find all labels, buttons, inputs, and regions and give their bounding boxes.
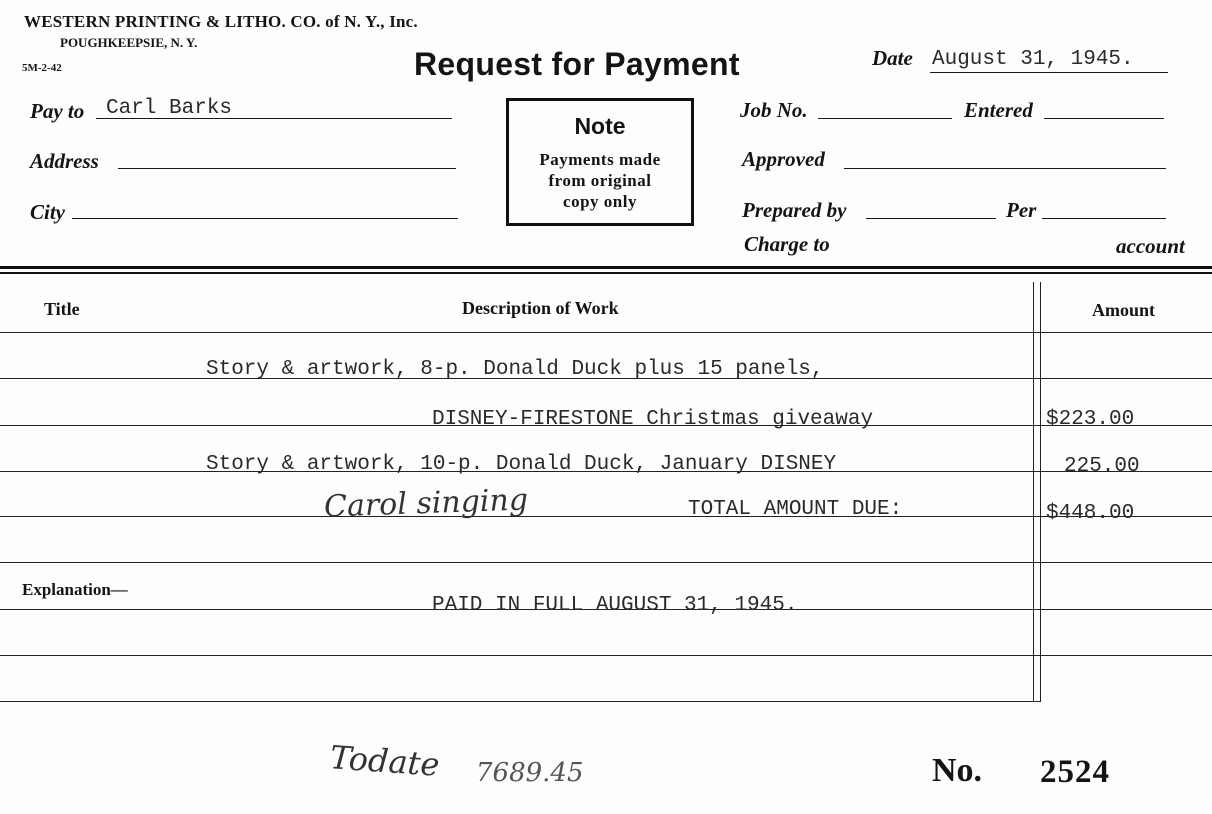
address-underline [118, 168, 456, 169]
city-underline [72, 218, 458, 219]
charge-to-label: Charge to [744, 232, 830, 256]
handwritten-todate-label: Todate [328, 738, 441, 784]
note-line-1: Payments made [539, 150, 661, 169]
per-underline [1042, 218, 1166, 219]
form-number-value: 2524 [1040, 754, 1110, 790]
table-rule [0, 701, 1040, 702]
header-rule-bottom [0, 272, 1212, 274]
work-description-row-2: DISNEY-FIRESTONE Christmas giveaway [432, 408, 874, 431]
note-title: Note [574, 113, 626, 139]
note-box [506, 98, 694, 226]
column-header-amount: Amount [1092, 300, 1156, 320]
pay-to-underline [96, 118, 452, 119]
table-rule [0, 516, 1212, 517]
note-line-3: copy only [563, 192, 637, 211]
column-header-description: Description of Work [462, 298, 619, 318]
form-title: Request for Payment [414, 46, 740, 82]
job-no-label: Job No. [740, 98, 808, 122]
form-number-label: No. [932, 752, 983, 789]
handwritten-carol-singing: Carol singing [323, 482, 529, 525]
date-value: August 31, 1945. [932, 48, 1134, 71]
address-label: Address [30, 149, 99, 173]
handwritten-todate-value: 7689.45 [476, 758, 584, 788]
amount-column-divider-left [1033, 282, 1034, 702]
header-rule-top [0, 266, 1212, 269]
note-body [509, 149, 691, 212]
work-description-row-1: Story & artwork, 8-p. Donald Duck plus 15 panels, [206, 358, 824, 381]
entered-label: Entered [964, 98, 1033, 122]
job-no-underline [818, 118, 952, 119]
account-label: account [1116, 234, 1185, 258]
pay-to-label: Pay to [30, 99, 85, 123]
date-underline [930, 72, 1168, 73]
pay-to-value: Carl Barks [106, 97, 233, 120]
date-label: Date [872, 46, 913, 70]
entered-underline [1044, 118, 1164, 119]
table-rule [0, 332, 1212, 333]
city-label: City [30, 200, 65, 224]
column-header-title: Title [44, 299, 80, 319]
total-amount-value: $448.00 [1046, 502, 1135, 525]
note-line-2: from original [548, 171, 652, 190]
explanation-label: Explanation— [22, 580, 128, 599]
approved-underline [844, 168, 1166, 169]
form-code: 5M-2-42 [22, 62, 62, 74]
company-city: POUGHKEEPSIE, N. Y. [60, 35, 198, 50]
company-name: WESTERN PRINTING & LITHO. CO. of N. Y., Inc. [24, 12, 418, 31]
work-description-row-3: Story & artwork, 10-p. Donald Duck, January DISNEY [206, 453, 837, 476]
amount-column-divider-right [1040, 282, 1041, 702]
explanation-value: PAID IN FULL AUGUST 31, 1945. [432, 594, 798, 617]
per-label: Per [1006, 198, 1037, 222]
approved-label: Approved [742, 147, 825, 171]
prepared-by-underline [866, 218, 996, 219]
total-amount-label: TOTAL AMOUNT DUE: [688, 498, 903, 521]
amount-row-2: $223.00 [1046, 408, 1135, 431]
amount-row-3: 225.00 [1064, 455, 1140, 478]
prepared-by-label: Prepared by [742, 198, 847, 222]
table-rule [0, 562, 1212, 563]
table-rule [0, 655, 1212, 656]
